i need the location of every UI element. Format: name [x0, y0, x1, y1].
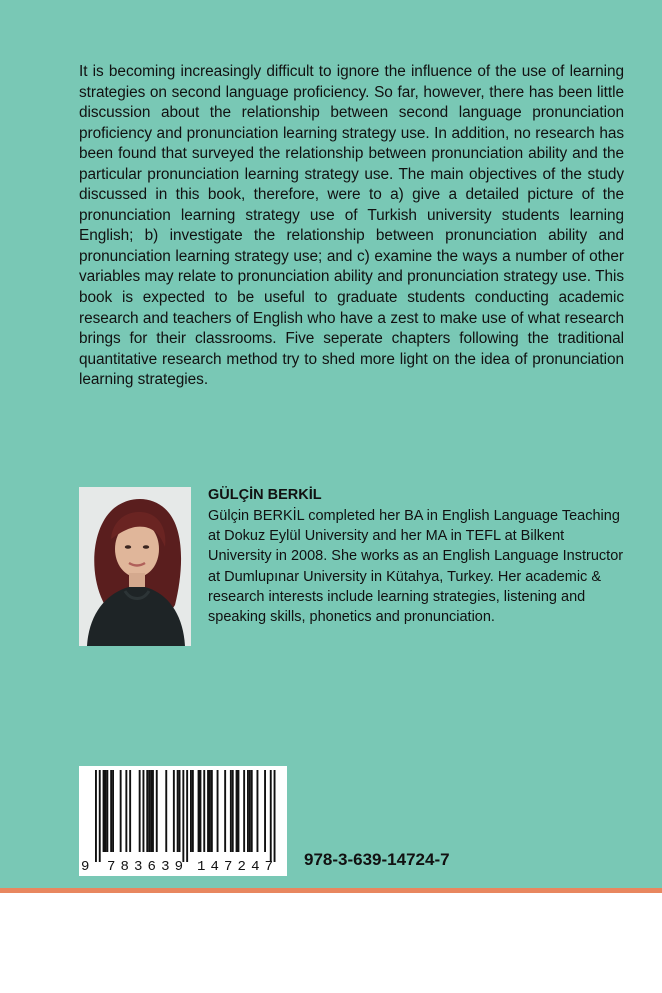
barcode-bar [264, 770, 266, 852]
book-description: It is becoming increasingly difficult to ignore the influence of the use of learning strategies on second language proficiency. So far, however, there has been little discussion about the relationship between second language pronunciation proficiency and pronunciation learning strategy use. In addition, no research has been found that surveyed the relationship between pronunciation ability and the particular pronunciation learning strategy use. The main objectives of the study discussed in this book, therefore, were to a) give a detailed picture of the pronunciation learning strategy use of Turkish university students learning English; b) investigate the relationship between pronunciation ability and pronunciation learning strategy use; and c) examine the ways a number of other variables may relate to pronunciation ability and pronunciation strategy use. This book is expected to be useful to graduate students conducting academic research and teachers of English who have a zest to make use of what research brings for their classrooms. Five seperate chapters following the traditional quantitative research method try to shed more light on the idea of pronunciation learning strategies. [79, 63, 624, 389]
barcode-bar [251, 770, 253, 852]
barcode-digits-right: 147247 [197, 859, 273, 875]
barcode-guard-bar [182, 770, 184, 862]
barcode-bar [143, 770, 145, 852]
barcode-bar [200, 770, 202, 852]
barcode-bar [177, 770, 179, 852]
barcode-guard-bar [274, 770, 276, 862]
barcode-bar [105, 770, 107, 852]
barcode-bar [112, 770, 114, 852]
barcode-guard-bar [99, 770, 101, 862]
barcode-bar [152, 770, 154, 852]
author-name: GÜLÇİN BERKİL [208, 487, 322, 503]
barcode-bar [103, 770, 105, 852]
barcode-bar [230, 770, 232, 852]
barcode-bar [110, 770, 112, 852]
barcode-digits-left: 783639 [107, 859, 183, 875]
barcode-bar [150, 770, 152, 852]
barcode-bar [203, 770, 205, 852]
barcode-bar [211, 770, 213, 852]
barcode-bar [173, 770, 175, 852]
barcode-bar [217, 770, 219, 852]
barcode-bar [209, 770, 211, 852]
barcode-bar [243, 770, 245, 852]
barcode-bar [249, 770, 251, 852]
barcode-digit-prefix: 9 [81, 859, 90, 875]
barcode-guard-bar [95, 770, 97, 862]
barcode-bar [146, 770, 148, 852]
barcode-bar [120, 770, 122, 852]
barcode-bar [125, 770, 127, 852]
cover-bottom-stripe [0, 888, 662, 893]
barcode-bar [224, 770, 226, 852]
barcode-image [79, 766, 287, 876]
barcode-bar [207, 770, 209, 852]
barcode-bar [257, 770, 259, 852]
isbn-number: 978-3-639-14724-7 [304, 850, 450, 869]
barcode-bar [198, 770, 200, 852]
barcode-bar [129, 770, 131, 852]
barcode-bar [238, 770, 240, 852]
author-portrait-image [79, 487, 191, 646]
barcode-bar [139, 770, 141, 852]
barcode-bar [165, 770, 167, 852]
barcode-bar [106, 770, 108, 852]
barcode-guard-bar [186, 770, 188, 862]
barcode [79, 766, 287, 876]
barcode-bar [236, 770, 238, 852]
barcode-bar [156, 770, 158, 852]
barcode-bar [179, 770, 181, 852]
barcode-bar [148, 770, 150, 852]
author-bio: Gülçin BERKİL completed her BA in English Language Teaching at Dokuz Eylül University and her MA in TEFL at Bilkent University in 2008. She works as an English Language Instructor at Dumlupınar University in Kütahya, Turkey. Her academic & research interests include learning strategies, listening and speaking skills, phonetics and pronunciation. [208, 508, 624, 626]
author-photo [79, 487, 191, 646]
barcode-bar [190, 770, 192, 852]
barcode-bar [192, 770, 194, 852]
barcode-guard-bar [270, 770, 272, 862]
barcode-bar [247, 770, 249, 852]
barcode-bar [232, 770, 234, 852]
